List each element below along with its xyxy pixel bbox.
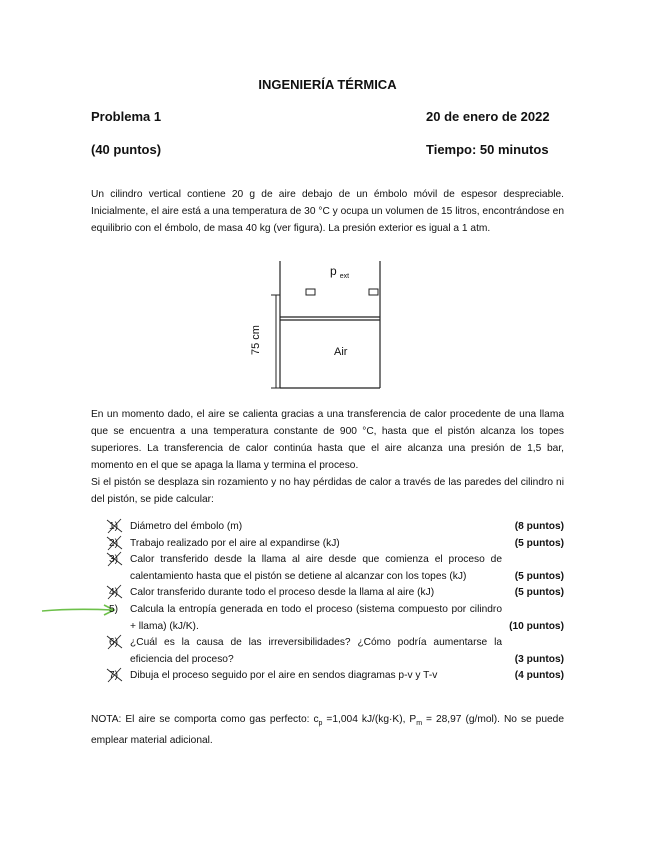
height-label: 75 cm xyxy=(249,325,262,355)
question-item xyxy=(91,602,564,635)
page-title: INGENIERÍA TÉRMICA xyxy=(258,77,397,92)
question-list xyxy=(91,519,564,685)
request-text: Si el pistón se desplaza sin rozamiento y no hay pérdidas de calor a través de las paredes del cilindro ni del pistón, se pide calcular: xyxy=(91,477,564,505)
note-paragraph: NOTA: El aire se comporta como gas perfecto: $c_p =1,004$ kJ/(kg·K), $P_m = 28,97$ (g/mol). No se puede emplear material adicional. xyxy=(91,714,565,747)
air-label: Air xyxy=(334,346,348,358)
question-points: (5 puntos) xyxy=(514,570,564,582)
strike-mark-icon xyxy=(104,551,126,567)
strike-mark-icon xyxy=(104,518,126,534)
strike-mark-icon xyxy=(104,634,126,650)
question-number: 2) xyxy=(109,537,119,549)
strike-mark-icon xyxy=(104,667,126,683)
intro-paragraph: Un cilindro vertical contiene 20 g de aire debajo de un émbolo móvil de espesor despreciable. Inicialmente, el aire está a una temperatura de 30 °C y ocupa un volumen de 15 litros, encontrándose en equilibrio con el émbolo, de masa 40 kg (ver figura). La presión exterior es igual a 1 atm. xyxy=(91,189,564,234)
strike-mark-icon xyxy=(104,584,126,600)
process-paragraph xyxy=(91,406,564,508)
p-ext-label: p $_{ext}$ xyxy=(330,264,350,281)
question-item xyxy=(91,668,564,685)
question-points: (8 puntos) xyxy=(514,521,564,532)
strike-mark-icon xyxy=(104,535,126,551)
question-text: Calor transferido durante todo el proceso desde la llama al aire (kJ) xyxy=(130,587,435,599)
question-points: (10 puntos) xyxy=(509,620,564,632)
question-number: 7) xyxy=(109,670,119,682)
question-text: ¿Cuál es la causa de las irreversibilidades? ¿Cómo podría aumentarse la eficiencia del proceso? xyxy=(130,637,502,665)
question-number: 4) xyxy=(109,587,119,599)
problem-label: Problema 1 xyxy=(91,109,162,124)
question-item xyxy=(91,519,564,536)
question-text: Calor transferido desde la llama al aire desde que comienza el proceso de calentamiento hasta que el pistón se detiene al alcanzar con los topes (kJ) xyxy=(130,554,502,582)
question-text: Trabajo realizado por el aire al expandirse (kJ) xyxy=(130,537,340,549)
exam-date: 20 de enero de 2022 xyxy=(426,109,550,124)
points-label: (40 puntos) xyxy=(91,142,162,157)
question-points: (4 puntos) xyxy=(514,670,564,682)
question-points: (3 puntos) xyxy=(514,653,564,665)
process-text: En un momento dado, el aire se calienta gracias a una transferencia de calor procedente de una llama que se encuentra a una temperatura constante de 900 °C, hasta que el pistón alcanza los topes superiores. La transferencia de calor continúa hasta que el aire alcanza una presión de 1,5 bar, momento en el que se apaga la llama y termina el proceso. xyxy=(91,409,564,471)
question-points: (5 puntos) xyxy=(514,537,564,549)
cylinder-figure xyxy=(249,258,395,403)
question-item xyxy=(91,536,564,553)
question-number: 5) xyxy=(109,603,119,615)
question-number: 1) xyxy=(109,521,119,532)
question-number: 6) xyxy=(109,637,119,649)
question-text: Diámetro del émbolo (m) xyxy=(130,521,243,532)
question-number: 3) xyxy=(109,554,119,566)
question-text: Calcula la entropía generada en todo el proceso (sistema compuesto por cilindro + llama) (kJ/K). xyxy=(130,603,502,632)
question-item xyxy=(91,552,564,585)
question-text: Dibuja el proceso seguido por el aire en sendos diagramas p-v y T-v xyxy=(130,670,438,682)
question-item xyxy=(91,585,564,602)
question-item xyxy=(91,635,564,668)
time-label: Tiempo: 50 minutos xyxy=(426,142,549,157)
question-points: (5 puntos) xyxy=(514,587,564,599)
